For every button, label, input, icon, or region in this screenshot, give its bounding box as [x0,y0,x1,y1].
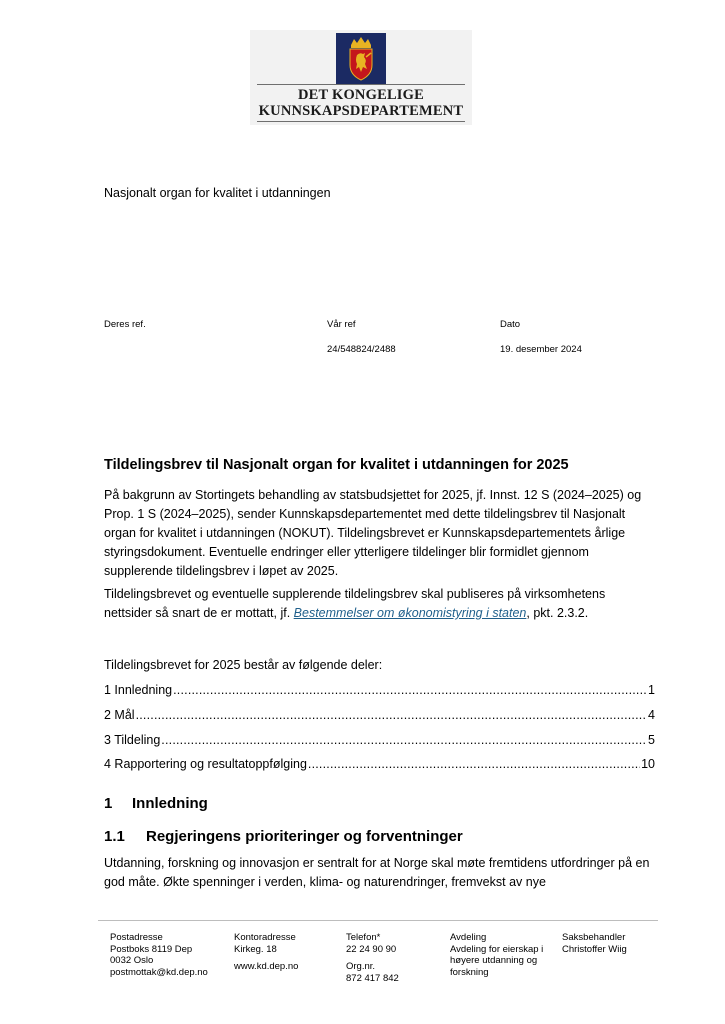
toc-intro: Tildelingsbrevet for 2025 består av følgende deler: [104,658,383,672]
footer-kontoradresse [234,932,298,973]
letterhead-rule-top [257,84,465,85]
toc-item-label: 3 Tildeling [104,733,161,747]
letterhead-line-1: DET KONGELIGE [297,87,425,103]
toc-item-page: 1 [648,683,655,697]
footer-saksbehandler [562,932,627,955]
var-ref-value: 24/548824/2488 [327,344,396,355]
section-1-number: 1 [104,795,113,812]
footer-email: postmottak@kd.dep.no [110,966,208,978]
toc-item-label: 1 Innledning [104,683,173,697]
publication-paragraph [104,585,652,623]
toc-leader [173,682,647,698]
toc-item[interactable] [104,707,655,723]
toc-leader [308,756,640,772]
footer-saksbehandler-name: Christoffer Wiig [562,943,627,955]
publication-text-after: , pkt. 2.3.2. [526,606,589,620]
footer-orgnr-label: Org.nr. [346,961,376,972]
recipient: Nasjonalt organ for kvalitet i utdanningen [104,186,331,200]
letterhead-line-2: KUNNSKAPSDEPARTEMENT [258,103,464,119]
footer-kontoradresse-line: Kirkeg. 18 [234,943,277,955]
toc-item-page: 4 [648,708,655,722]
toc-leader [161,732,647,748]
section-1-heading [104,795,208,812]
section-1-1-number: 1.1 [104,828,125,845]
footer-telefon [346,932,399,984]
toc-item[interactable] [104,732,655,748]
footer-avdeling [450,932,543,978]
section-1-1-paragraph: Utdanning, forskning og innovasjon er sentralt for at Norge skal møte fremtidens utfordringer på en god måte. Økte spenninger i verden, klima- og naturendringer, fremvekst av nye [104,856,650,889]
date-label: Dato [500,319,521,330]
date-value: 19. desember 2024 [500,344,582,355]
document-title: Tildelingsbrev til Nasjonalt organ for kvalitet i utdanningen for 2025 [104,457,569,473]
toc-item[interactable] [104,756,655,772]
footer-telefon-label: Telefon* [346,932,381,943]
footer-avdeling-line: høyere utdanning og [450,955,538,966]
footer-telefon-number: 22 24 90 90 [346,943,397,955]
section-1-title: Innledning [132,795,208,812]
toc-leader [136,707,647,723]
footer-website: www.kd.dep.no [234,961,299,972]
coat-of-arms-icon [336,33,386,85]
toc-item-page: 5 [648,733,655,747]
intro-paragraph: På bakgrunn av Stortingets behandling av statsbudsjettet for 2025, jf. Innst. 12 S (2024–2025) og Prop. 1 S (2024–2025), sender Kunnskapsdepartementet med dette tildelingsbrev til Nasjonalt organ for kvalitet i utdanningen (NOKUT). Tildelingsbrevet er Kunnskapsdepartementets årlige styringsdokument. Eventuelle endringer eller ytterligere tildelinger blir formidlet gjennom supplerende tildelingsbrev i løpet av 2025. [104,488,642,578]
footer-postadresse [110,932,208,978]
toc-item-label: 2 Mål [104,708,135,722]
footer-avdeling-line: Avdeling for eierskap i [450,943,544,955]
var-ref-label: Vår ref [327,319,356,330]
footer-postadresse-label: Postadresse [110,932,163,943]
footer-kontoradresse-label: Kontoradresse [234,932,296,943]
footer-avdeling-line: forskning [450,966,489,978]
footer-divider [98,920,658,921]
footer-postadresse-line: Postboks 8119 Dep [110,943,193,955]
footer-saksbehandler-label: Saksbehandler [562,932,626,943]
regulations-link[interactable]: Bestemmelser om økonomistyring i staten [293,606,527,620]
footer-orgnr-value: 872 417 842 [346,972,399,984]
section-1-1-heading [104,828,463,845]
letterhead-rule-bottom [257,121,465,122]
toc-item-label: 4 Rapportering og resultatoppfølging [104,757,307,771]
toc-item[interactable] [104,682,655,698]
footer-postadresse-line: 0032 Oslo [110,955,154,966]
deres-ref-label: Deres ref. [104,319,146,330]
toc-item-page: 10 [641,757,655,771]
footer-avdeling-label: Avdeling [450,932,487,943]
publication-text-before: Tildelingsbrevet og eventuelle supplerende tildelingsbrev skal publiseres på virksomhetens nettsider så snart de er mottatt, jf. [104,587,606,620]
section-1-1-title: Regjeringens prioriteringer og forventninger [146,828,463,845]
